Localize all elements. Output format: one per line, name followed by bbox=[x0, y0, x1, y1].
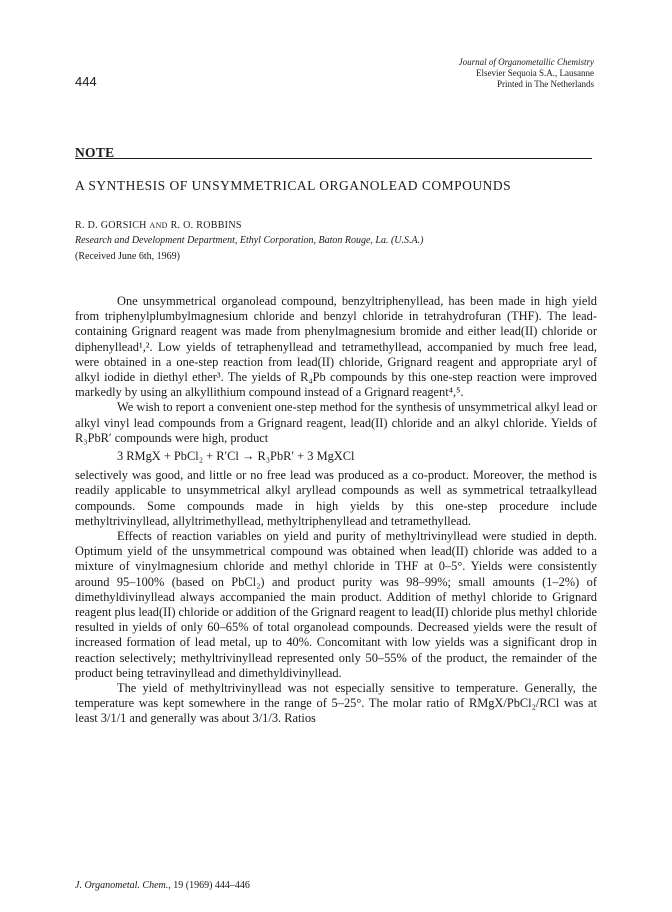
footer-volume-pages: 19 (1969) 444–446 bbox=[173, 880, 250, 891]
note-label: NOTE bbox=[75, 145, 115, 160]
paragraph-5: The yield of methyltrivinyllead was not especially sensitive to temperature. Generally, the temperature was kept somewhere in the range of 5–25°. The molar ratio of RMgX/PbCl₂/RCl was at least 3/1/1 and generally was about 3/1/3. Ratios bbox=[75, 681, 597, 726]
divider bbox=[75, 158, 592, 159]
affiliation: Research and Development Department, Ethyl Corporation, Baton Rouge, La. (U.S.A.) bbox=[75, 235, 424, 246]
page-number: 444 bbox=[75, 74, 97, 89]
article-title: A SYNTHESIS OF UNSYMMETRICAL ORGANOLEAD COMPOUNDS bbox=[75, 178, 512, 193]
publisher: Elsevier Sequoia S.A., Lausanne bbox=[476, 68, 594, 78]
received-date: (Received June 6th, 1969) bbox=[75, 251, 180, 262]
author-first: R. D. GORSICH bbox=[75, 220, 147, 231]
reaction-equation: 3 RMgX + PbCl₂ + R′Cl → R₃PbR′ + 3 MgXCl bbox=[117, 449, 355, 464]
author-conjunction: AND bbox=[149, 221, 168, 230]
paragraph-2: We wish to report a convenient one-step method for the synthesis of unsymmetrical alkyl lead or alkyl vinyl lead compounds from a Grignard reagent, lead(II) chloride and an alkyl chloride. Yields of R₃PbR′ compounds were high, product bbox=[75, 400, 597, 445]
authors bbox=[75, 220, 242, 231]
journal-name: Journal of Organometallic Chemistry bbox=[458, 57, 594, 67]
journal-info bbox=[459, 57, 594, 90]
article-body bbox=[75, 294, 597, 727]
footer-citation bbox=[75, 880, 250, 891]
paragraph-4: Effects of reaction variables on yield and purity of methyltrivinyllead were studied in depth. Optimum yield of the unsymmetrical compound was obtained when lead(II) chloride was added to a mixture of vinylmagnesium chloride and methyl chloride in THF at 0–5°. Yields were consistently around 95–100% (based on PbCl₂) and product purity was 98–99%; small amounts (1–2%) of dimethyldivinyllead always accompanied the main product. Addition of methyl chloride to Grignard reagent plus lead(II) chloride or addition of the Grignard reagent to lead(II) chloride plus methyl chloride resulted in yields of only 60–65% of total organolead compounds. Decreased yields were the result of increased formation of lead metal, up to 40%. Concomitant with low yields was a significant drop in reaction selectively; methyltrivinyllead represented only 50–55% of the product, the remainder of the product being tetravinyllead and dimethyldivinyllead. bbox=[75, 529, 597, 680]
paragraph-1: One unsymmetrical organolead compound, benzyltriphenyllead, has been made in high yield from triphenylplumbylmagnesium chloride and benzyl chloride in tetrahydrofuran (THF). The lead-containing Grignard reagent was made from phenylmagnesium bromide and either lead(II) chloride or diphenyllead¹,². Low yields of tetraphenyllead and tetramethyllead, accompanied by much free lead, were obtained in a one-step reaction from lead(II) chloride, Grignard reagent and appropriate aryl of alkyl iodide in diethyl ether³. The yields of R₄Pb compounds by this one-step reaction were improved markedly by using an alkyllithium compound instead of a Grignard reagent⁴,⁵. bbox=[75, 294, 597, 400]
paragraph-3: selectively was good, and little or no free lead was produced as a co-product. Moreover, the method is readily applicable to unsymmetrical alkyl aryllead compounds as well as symmetrical tetraalkyllead compounds. Some compounds made in high yields by this one-step procedure include methyltrivinyllead, allyltrimethyllead, methyltriphenyllead and tetramethyllead. bbox=[75, 468, 597, 528]
printed-in: Printed in The Netherlands bbox=[496, 79, 594, 89]
footer-journal: J. Organometal. Chem., bbox=[75, 880, 171, 891]
author-second: R. O. ROBBINS bbox=[170, 220, 242, 231]
